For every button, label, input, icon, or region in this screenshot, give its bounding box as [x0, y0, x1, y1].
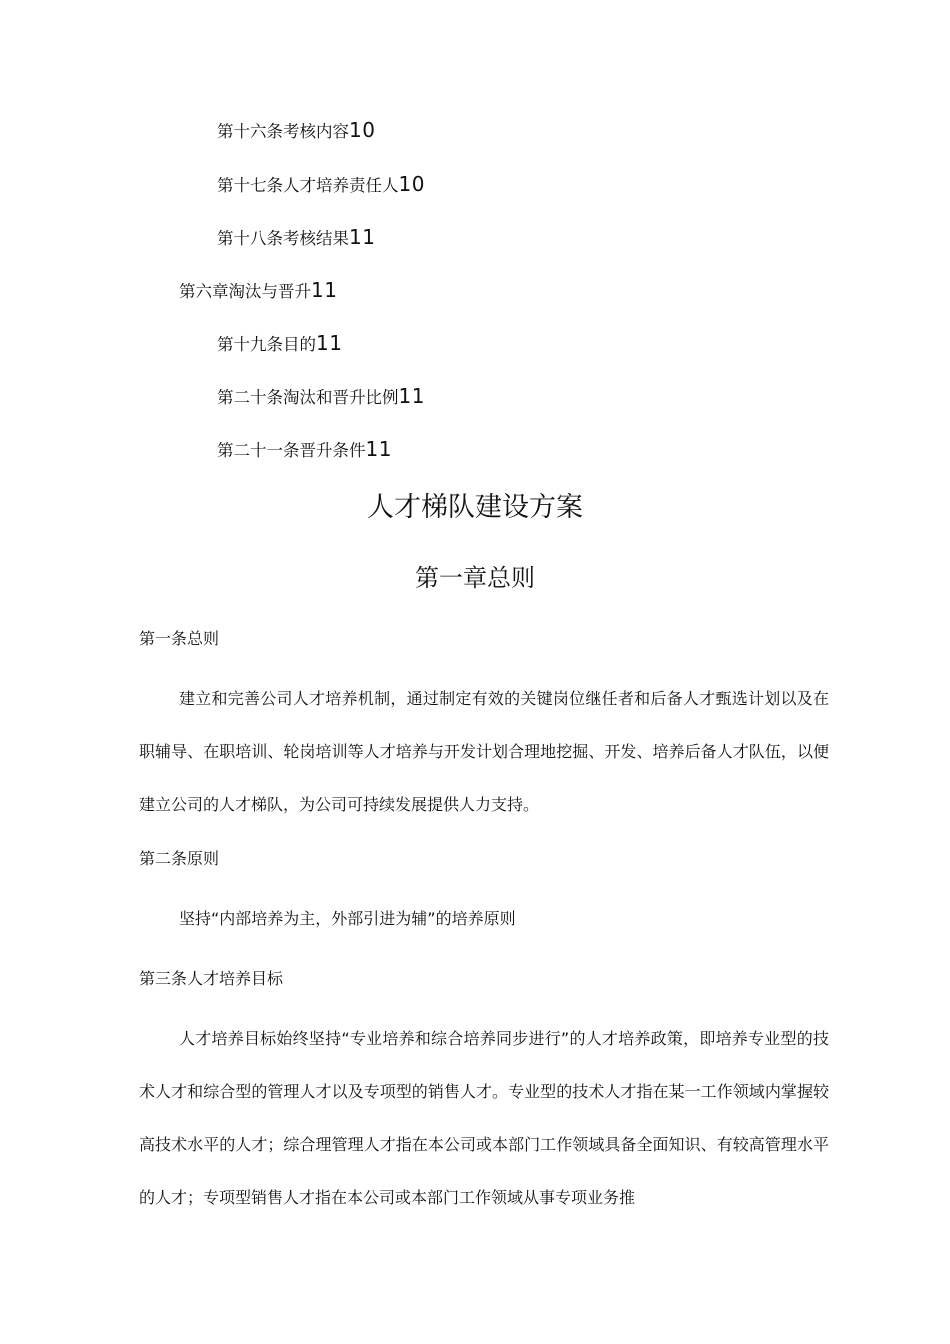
toc-entry[interactable] [217, 172, 425, 198]
article-heading: 第三条人才培养目标 [139, 969, 284, 988]
toc-entry[interactable] [217, 384, 425, 410]
article-heading: 第一条总则 [139, 629, 220, 648]
article-heading: 第二条原则 [139, 849, 220, 868]
toc-entry-text: 第十六条考核内容 [217, 122, 349, 141]
toc-entry[interactable] [217, 225, 375, 251]
toc-entry-text: 第六章淘汰与晋升 [179, 282, 311, 301]
toc-entry-page: 10 [349, 118, 376, 142]
toc-entry-page: 11 [365, 437, 392, 461]
toc-entry[interactable] [217, 437, 392, 463]
article-body: 人才培养目标始终坚持“专业培养和综合培养同步进行”的人才培养政策，即培养专业型的技术人才和综合型的管理人才以及专项型的销售人才。专业型的技术人才指在某一工作领域内掌握较高技术水平的人才；综合理管理人才指在本公司或本部门工作领域具备全面知识、有较高管理水平的人才；专项型销售人才指在本公司或本部门工作领域从事专项业务推 [139, 1029, 829, 1207]
toc-entry-page: 11 [349, 225, 376, 249]
toc-chapter-entry[interactable] [179, 278, 337, 304]
toc-entry-text: 第十九条目的 [217, 335, 316, 354]
toc-entry-page: 11 [316, 331, 343, 355]
toc-entry-page: 11 [311, 278, 338, 302]
document-title: 人才梯队建设方案 [367, 492, 583, 523]
toc-entry-text: 第二十一条晋升条件 [217, 441, 366, 460]
article-body: 建立和完善公司人才培养机制，通过制定有效的关键岗位继任者和后备人才甄选计划以及在职辅导、在职培训、轮岗培训等人才培养与开发计划合理地挖掘、开发、培养后备人才队伍，以便建立公司的人才梯队，为公司可持续发展提供人力支持。 [139, 689, 829, 814]
toc-entry-page: 11 [398, 384, 425, 408]
chapter-title: 第一章总则 [415, 564, 535, 592]
article-body: 坚持“内部培养为主，外部引进为辅”的培养原则 [179, 909, 516, 928]
toc-entry-text: 第二十条淘汰和晋升比例 [217, 388, 399, 407]
toc-entry[interactable] [217, 118, 375, 144]
toc-entry-text: 第十七条人才培养责任人 [217, 176, 399, 195]
toc-entry-page: 10 [398, 172, 425, 196]
toc-entry[interactable] [217, 331, 342, 357]
toc-entry-text: 第十八条考核结果 [217, 229, 349, 248]
